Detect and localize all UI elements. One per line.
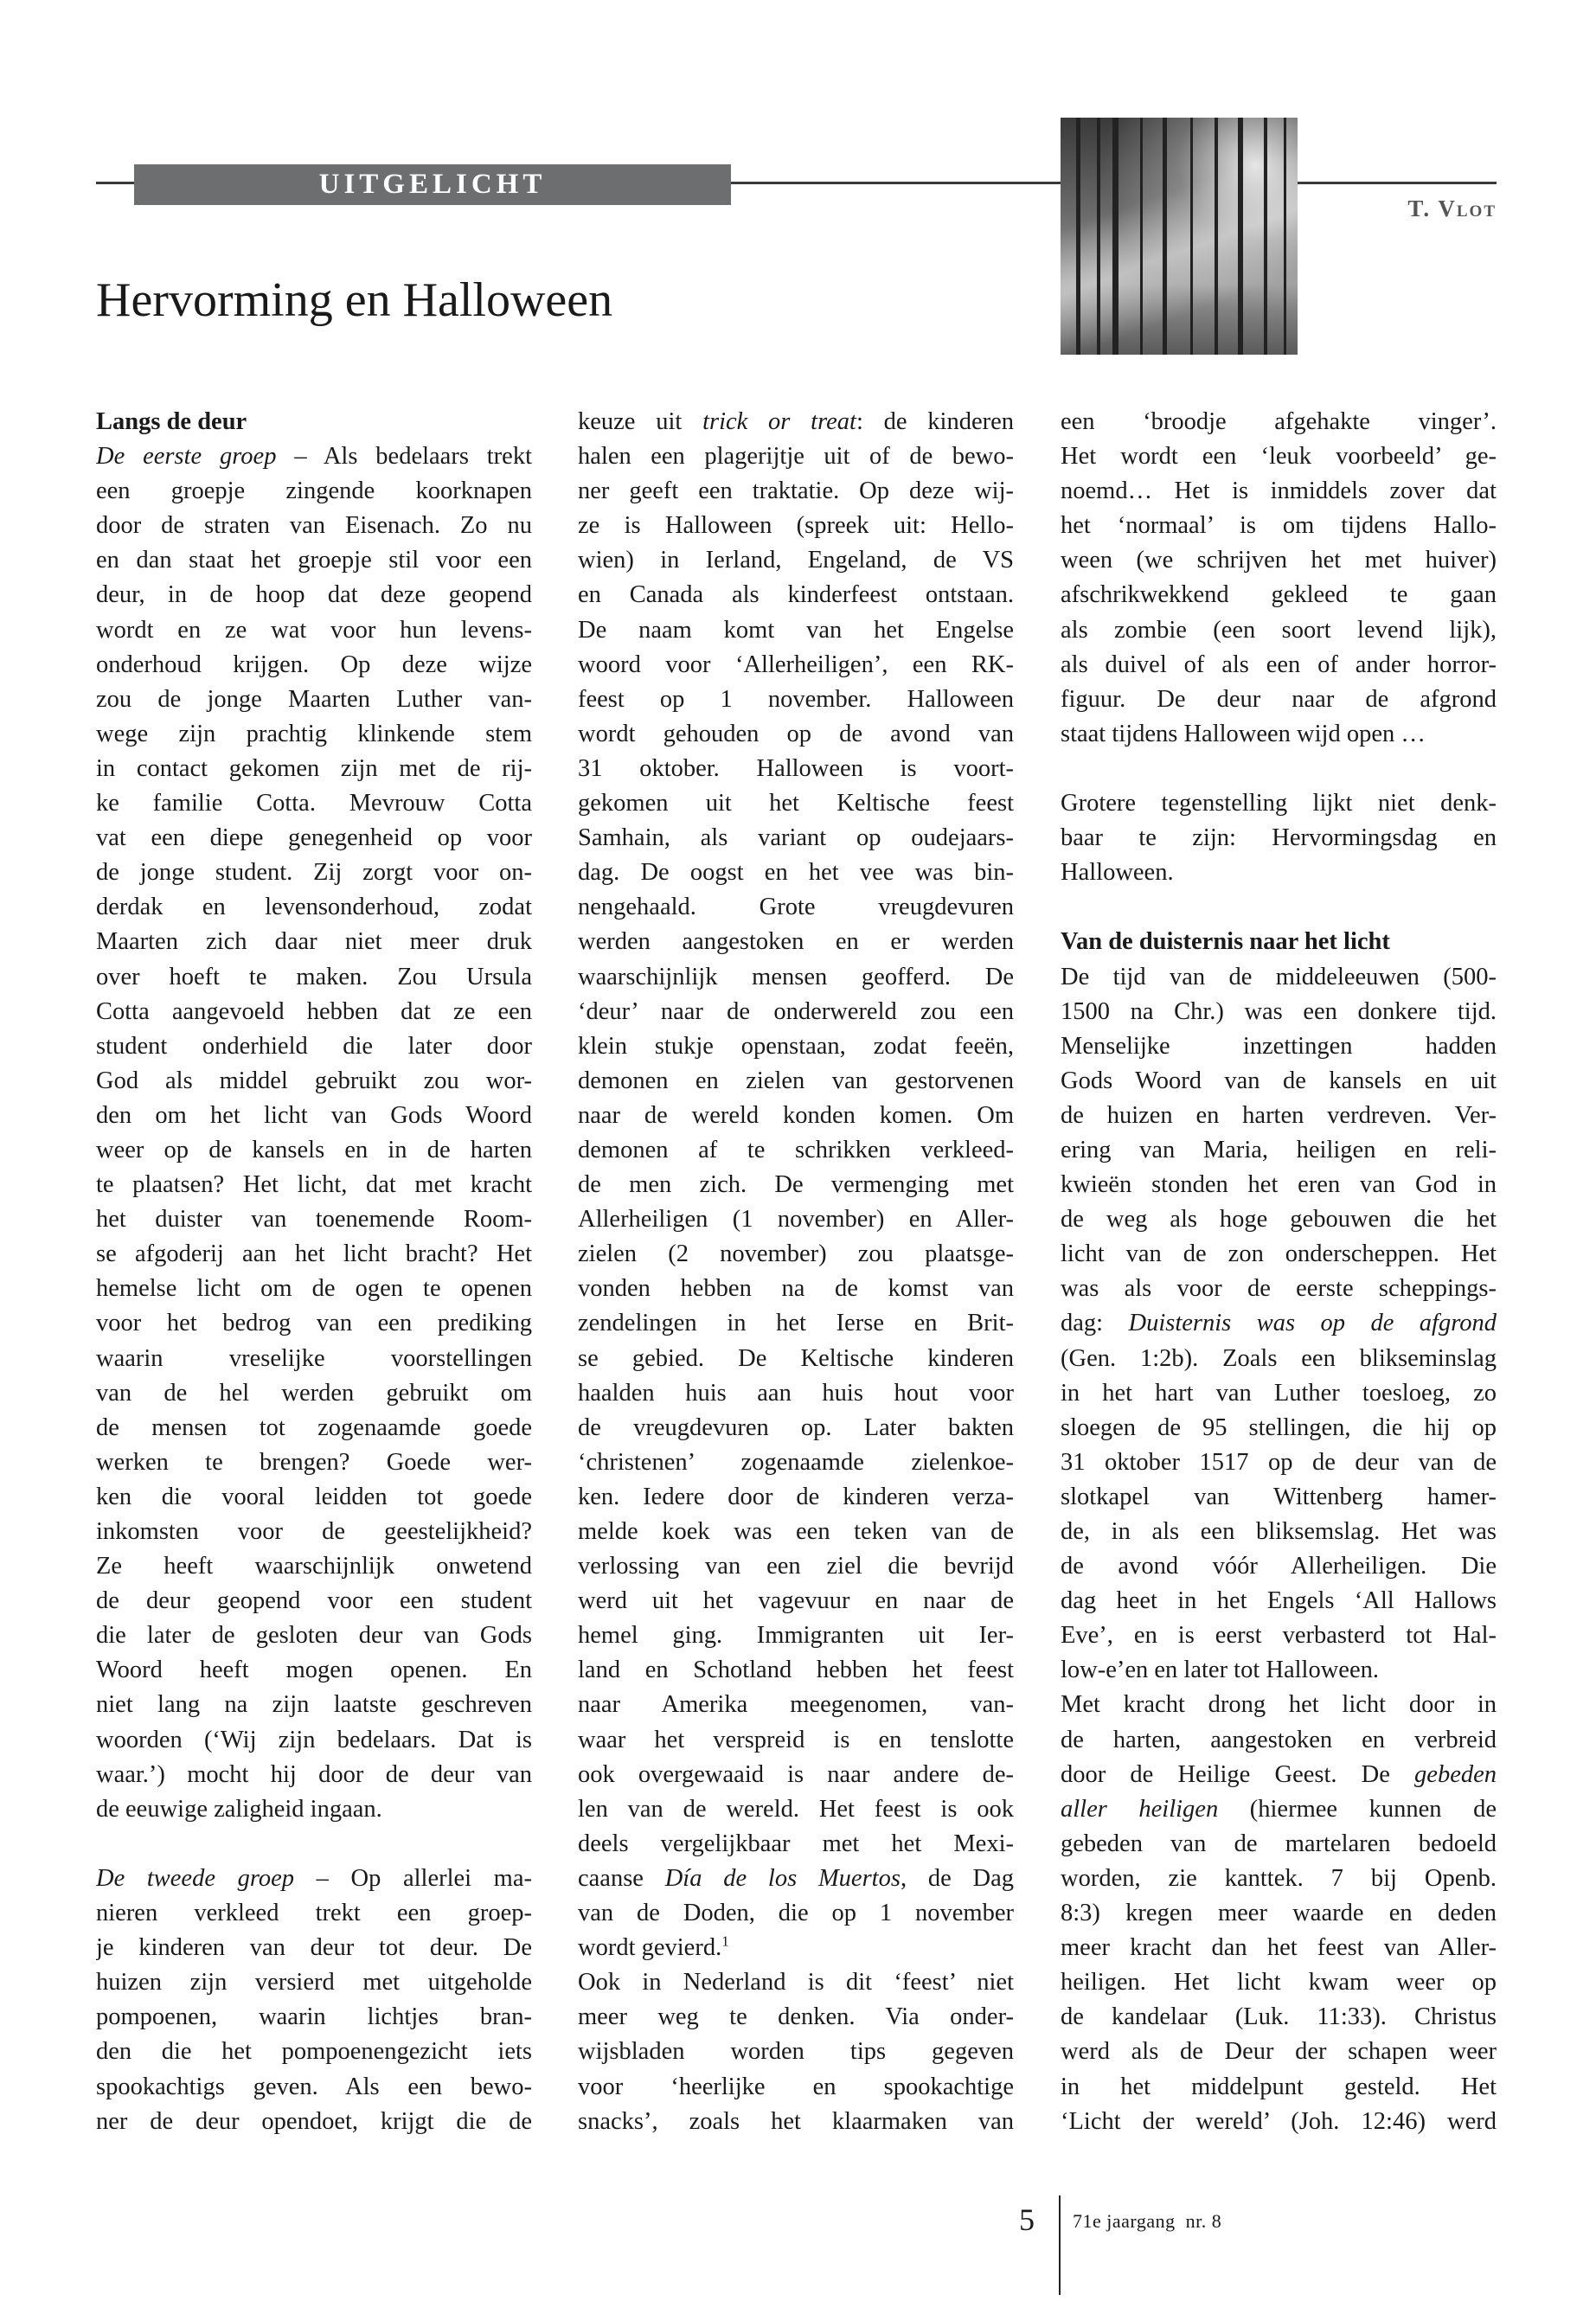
text-line: land en Schotland hebben het feest [578,1657,1014,1684]
text-line: de huizen en harten verdreven. Ver- [1061,1101,1497,1129]
text-line: Eve’, en is eerst verbasterd tot Hal- [1061,1622,1497,1650]
text-line: halen een plagerijtje uit of de bewo- [578,443,1014,471]
text-line: de avond vóór Allerheiligen. Die [1061,1553,1497,1580]
text-line: God als middel gebruikt zou wor- [96,1067,532,1094]
text-line: ken. Iedere door de kinderen verza- [578,1483,1014,1510]
text-line: noemd… Het is inmiddels zover dat [1061,478,1497,505]
text-column-1 [96,405,532,2139]
text-line: Ze heeft waarschijnlijk onwetend [96,1553,532,1580]
text-line: wege zijn prachtig klinkende stem [96,720,532,747]
italic-text: Duisternis was op de afgrond [1128,1310,1497,1337]
text-line: Maarten zich daar niet meer druk [96,928,532,956]
text-line: 8:3) kregen meer waarde en deden [1061,1900,1497,1927]
text-line: waarschijnlijk mensen geofferd. De [578,963,1014,990]
text-line: ‘deur’ naar de onderwereld zou een [578,997,1014,1025]
subheading: Van de duisternis naar het licht [1061,928,1390,956]
italic-text: trick or treat [702,408,856,435]
italic-text: De eerste groep [96,443,277,471]
text-line: voor ‘heerlijke en spookachtige [578,2073,1014,2100]
text-line: Gods Woord van de kansels en uit [1061,1067,1497,1094]
text-line: hemel ging. Immigranten uit Ier- [578,1622,1014,1650]
text-line: het ‘normaal’ is om tijdens Hallo- [1061,512,1497,540]
section-label: UITGELICHT [318,169,547,200]
text-line: slotkapel van Wittenberg hamer- [1061,1483,1497,1510]
text-line: nieren verkleed trekt een groep- [96,1900,532,1927]
text-line: dag. De oogst en het vee was bin- [578,859,1014,887]
italic-text: gebeden [1414,1760,1497,1788]
page-number: 5 [1019,2202,1035,2237]
subheading: Langs de deur [96,408,247,435]
footer-divider [1059,2195,1061,2295]
text-line: vat een diepe genegenheid op voor [96,824,532,852]
text-line: (Gen. 1:2b). Zoals een blikseminslag [1061,1344,1497,1372]
text-line: door de Heilige Geest. De gebeden [1061,1760,1497,1788]
text-line: 1500 na Chr.) was een donkere tijd. [1061,997,1497,1025]
text-line: kwieën stonden het eren van God in [1061,1171,1497,1199]
text-line: De tweede groep – Op allerlei ma- [96,1864,532,1892]
text-line: die later de gesloten deur van Gods [96,1622,532,1650]
text-line: naar de wereld konden komen. Om [578,1101,1014,1129]
text-line: licht van de zon onderscheppen. Het [1061,1240,1497,1268]
text-line: waar.’) mocht hij door de deur van [96,1760,532,1788]
author-byline: T. Vlot [1407,195,1497,221]
text-line: in het middelpunt gesteld. Het [1061,2073,1497,2100]
text-line: de men zich. De vermenging met [578,1171,1014,1199]
text-line: zendelingen in het Ierse en Brit- [578,1310,1014,1337]
text-column-3 [1061,405,1497,2139]
text-line: de mensen tot zogenaamde goede [96,1413,532,1441]
text-line: feest op 1 november. Halloween [578,685,1014,713]
text-line: de, in als een bliksemslag. Het was [1061,1518,1497,1545]
text-line: heiligen. Het licht kwam weer op [1061,1969,1497,1997]
italic-text: aller heiligen [1061,1795,1219,1823]
text-line: een groepje zingende koorknapen [96,478,532,505]
text-line: van de hel werden gebruikt om [96,1379,532,1407]
text-line: inkomsten voor de geestelijkheid? [96,1518,532,1545]
section-label-bar [134,164,731,205]
text-line: naar Amerika meegenomen, van- [578,1691,1014,1719]
text-line: deels vergelijkbaar met het Mexi- [578,1830,1014,1857]
paragraph [1061,960,1497,1689]
text-line: wordt gehouden op de avond van [578,720,1014,747]
paragraph [96,1862,532,2139]
text-line: student onderhield die later door [96,1032,532,1060]
text-line: je kinderen van deur tot deur. De [96,1934,532,1962]
text-line: voor het bedrog van een prediking [96,1310,532,1337]
text-line: door de straten van Eisenach. Zo nu [96,512,532,540]
text-line: sloegen de 95 stellingen, die hij op [1061,1413,1497,1441]
text-line: werken te brengen? Goede wer- [96,1448,532,1476]
text-line: hemelse licht om de ogen te openen [96,1275,532,1303]
text-line: Met kracht drong het licht door in [1061,1691,1497,1719]
text-line: verlossing van een ziel die bevrijd [578,1553,1014,1580]
text-line: het duister van toenemende Room- [96,1206,532,1234]
text-line: De eerste groep – Als bedelaars trekt [96,443,532,471]
text-line: aller heiligen (hiermee kunnen de [1061,1795,1497,1823]
text-line: De tijd van de middeleeuwen (500- [1061,963,1497,990]
text-line: ‘Licht der wereld’ (Joh. 12:46) werd [1061,2107,1497,2135]
italic-text: Día de los Muertos [664,1864,901,1892]
text-line: den die het pompoenengezicht iets [96,2038,532,2066]
text-line: de jonge student. Zij zorgt voor on- [96,859,532,887]
paragraph [578,405,1014,1965]
text-line: demonen en zielen van gestorvenen [578,1067,1014,1094]
text-line: Het wordt een ‘leuk voorbeeld’ ge- [1061,443,1497,471]
text-line: se afgoderij aan het licht bracht? Het [96,1240,532,1268]
text-column-2 [578,405,1014,2139]
article-title: Hervorming en Halloween [96,273,613,327]
text-line: woord voor ‘Allerheiligen’, een RK- [578,651,1014,678]
text-line: Allerheiligen (1 november) en Aller- [578,1206,1014,1234]
text-line: ner de deur opendoet, krijgt die de [96,2107,532,2135]
text-line: waarin vreselijke voorstellingen [96,1344,532,1372]
paragraph [1061,1688,1497,2138]
italic-text: De tweede groep [96,1864,295,1892]
text-line: dag heet in het Engels ‘All Hallows [1061,1587,1497,1615]
text-line: pompoenen, waarin lichtjes bran- [96,2003,532,2031]
text-line: over hoeft te maken. Zou Ursula [96,963,532,990]
text-line: se gebied. De Keltische kinderen [578,1344,1014,1372]
text-line: zielen (2 november) zou plaatsge- [578,1240,1014,1268]
text-line: werden aangestoken en er werden [578,928,1014,956]
text-line: de harten, aangestoken en verbreid [1061,1726,1497,1753]
text-line: een ‘broodje afgehakte vinger’. [1061,408,1497,435]
text-line: weer op de kansels en in de harten [96,1136,532,1163]
paragraph-gap [1061,890,1497,925]
text-line: gebeden van de martelaren bedoeld [1061,1830,1497,1857]
text-line: wijsbladen worden tips gegeven [578,2038,1014,2066]
text-line: te plaatsen? Het licht, dat met kracht [96,1171,532,1199]
text-line: de weg als hoge gebouwen die het [1061,1206,1497,1234]
text-line: spookachtigs geven. Als een bewo- [96,2073,532,2100]
text-line: van de Doden, die op 1 november [578,1900,1014,1927]
text-line: onderhoud krijgen. Op deze wijze [96,651,532,678]
text-line: Cotta aangevoeld hebben dat ze een [96,997,532,1025]
text-line: huizen zijn versierd met uitgeholde [96,1969,532,1997]
issue-info: 71e jaargang nr. 8 [1073,2210,1222,2232]
text-line: demonen af te schrikken verkleed- [578,1136,1014,1163]
text-line: len van de wereld. Het feest is ook [578,1795,1014,1823]
text-line: Woord heeft mogen openen. En [96,1657,532,1684]
text-line: derdak en levensonderhoud, zodat [96,894,532,921]
text-line: deur, in de hoop dat deze geopend [96,581,532,609]
text-line: werd uit het vagevuur en naar de [578,1587,1014,1615]
text-line: figuur. De deur naar de afgrond [1061,685,1497,713]
text-line: wien) in Ierland, Engeland, de VS [578,547,1014,574]
text-line: als zombie (een soort levend lijk), [1061,616,1497,644]
text-line: ze is Halloween (spreek uit: Hello- [578,512,1014,540]
text-line: gekomen uit het Keltische feest [578,790,1014,817]
text-line: De naam komt van het Engelse [578,616,1014,644]
text-line: en dan staat het groepje stil voor een [96,547,532,574]
paragraph-gap [1061,752,1497,786]
text-line: afschrikwekkend gekleed te gaan [1061,581,1497,609]
text-line: ken die vooral leidden tot goede [96,1483,532,1510]
text-line: zou de jonge Maarten Luther van- [96,685,532,713]
text-line: de vreugdevuren op. Later bakten [578,1413,1014,1441]
text-line: haalden huis aan huis hout voor [578,1379,1014,1407]
text-line: Samhain, als variant op oudejaars- [578,824,1014,852]
text-line: werd als de Deur der schapen weer [1061,2038,1497,2066]
text-line: Menselijke inzettingen hadden [1061,1032,1497,1060]
text-line: wordt gevierd.$^1$ [578,1932,729,1962]
paragraph [1061,786,1497,890]
text-line: ook overgewaaid is naar andere de- [578,1760,1014,1788]
text-line: dag: Duisternis was op de afgrond [1061,1310,1497,1337]
text-line: de deur geopend voor een student [96,1587,532,1615]
text-line: 31 oktober 1517 op de deur van de [1061,1448,1497,1476]
text-line: staat tijdens Halloween wijd open … [1061,720,1426,747]
text-line: vonden hebben na de komst van [578,1275,1014,1303]
paragraph [578,1965,1014,2138]
text-line: ‘christenen’ zogenaamde zielenkoe- [578,1448,1014,1476]
text-line: meer weg te denken. Via onder- [578,2003,1014,2031]
text-line: waar het verspreid is en tenslotte [578,1726,1014,1753]
text-line: melde koek was een teken van de [578,1518,1014,1545]
text-line: ering van Maria, heiligen en reli- [1061,1136,1497,1163]
text-line: in contact gekomen zijn met de rij- [96,754,532,782]
text-line: Ook in Nederland is dit ‘feest’ niet [578,1969,1014,1997]
text-line: ner geeft een traktatie. Op deze wij- [578,478,1014,505]
text-line: ween (we schrijven het met huiver) [1061,547,1497,574]
text-line: Halloween. [1061,859,1174,887]
text-line: en Canada als kinderfeest ontstaan. [578,581,1014,609]
text-line: 31 oktober. Halloween is voort- [578,754,1014,782]
footnote-marker: 1 [721,1932,729,1950]
text-line: de eeuwige zaligheid ingaan. [96,1795,382,1823]
text-line: baar te zijn: Hervormingsdag en [1061,824,1497,852]
text-line: in het hart van Luther toesloeg, zo [1061,1379,1497,1407]
text-line: low-e’en en later tot Halloween. [1061,1657,1379,1684]
text-line: caanse Día de los Muertos, de Dag [578,1864,1014,1892]
text-line: als duivel of als een of ander horror- [1061,651,1497,678]
text-line: nengehaald. Grote vreugdevuren [578,894,1014,921]
text-line: was als voor de eerste scheppings- [1061,1275,1497,1303]
text-line: keuze uit trick or treat: de kinderen [578,408,1014,435]
text-line: Grotere tegenstelling lijkt niet denk- [1061,790,1497,817]
text-line: woorden (‘Wij zijn bedelaars. Dat is [96,1726,532,1753]
text-line: niet lang na zijn laatste geschreven [96,1691,532,1719]
text-line: snacks’, zoals het klaarmaken van [578,2107,1014,2135]
text-line: meer kracht dan het feest van Aller- [1061,1934,1497,1962]
text-line: de kandelaar (Luk. 11:33). Christus [1061,2003,1497,2031]
text-line: worden, zie kanttek. 7 bij Openb. [1061,1864,1497,1892]
paragraph [96,439,532,1827]
paragraph-gap [96,1827,532,1862]
paragraph [1061,405,1497,752]
text-line: den om het licht van Gods Woord [96,1101,532,1129]
forest-photo [1061,118,1298,355]
text-line: klein stukje openstaan, zodat feeën, [578,1032,1014,1060]
text-line: ke familie Cotta. Mevrouw Cotta [96,790,532,817]
text-line: wordt en ze wat voor hun levens- [96,616,532,644]
